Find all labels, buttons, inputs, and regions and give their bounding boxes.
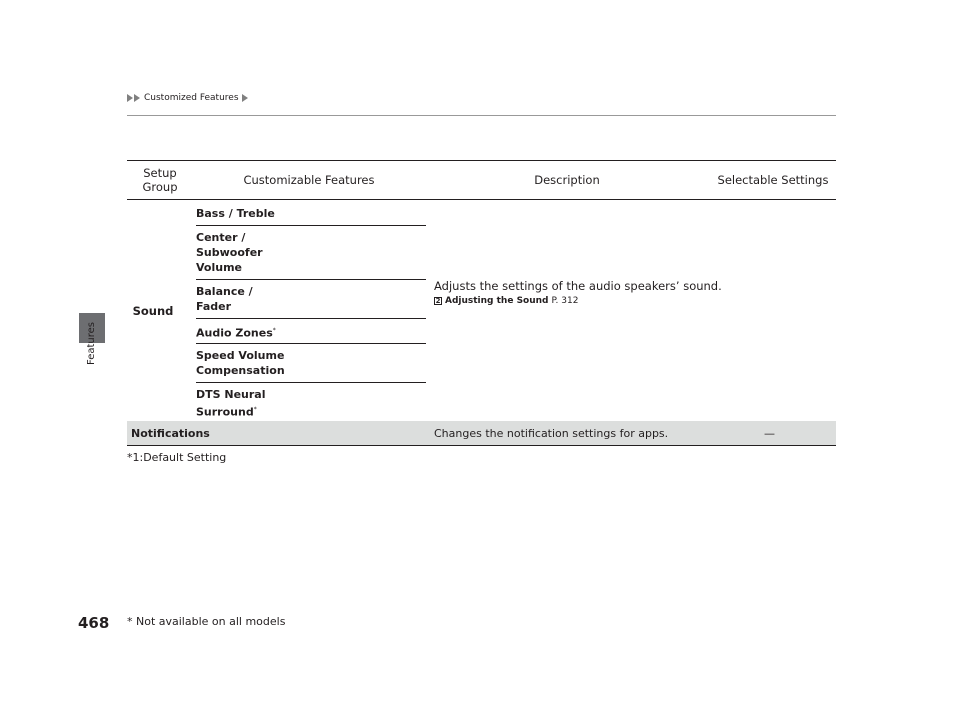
footnote-default-setting: *1:Default Setting: [127, 451, 227, 464]
row-divider: [196, 225, 426, 226]
notifications-row: [127, 421, 836, 446]
notifications-setting: —: [764, 426, 775, 440]
adjusting-sound-reference[interactable]: [434, 296, 578, 306]
row-divider: [196, 343, 426, 344]
feature-bass-treble: Bass / Treble: [196, 207, 275, 220]
feature-notifications: Notifications: [131, 426, 210, 440]
notifications-description: Changes the notification settings for apps.: [434, 426, 669, 440]
not-all-models-marker: *: [253, 406, 257, 413]
feature-speed-volume-compensation: Speed Volume Compensation: [196, 349, 285, 377]
header-setup-group: Setup Group: [142, 166, 178, 194]
not-all-models-marker: *: [272, 327, 276, 334]
reference-page: P. 312: [551, 296, 579, 306]
availability-note: * Not available on all models: [127, 615, 286, 628]
feature-balance-fader: Balance / Fader: [196, 285, 253, 313]
sound-description: Adjusts the settings of the audio speakers’ sound.: [434, 279, 722, 293]
side-section-label: Features: [86, 322, 97, 365]
header-description: Description: [534, 173, 600, 187]
reference-link-label[interactable]: Adjusting the Sound: [445, 296, 549, 306]
sound-group-block: [127, 200, 836, 421]
arrow-right-icon: [127, 94, 133, 102]
row-divider: [196, 279, 426, 280]
customization-table: [127, 160, 836, 446]
setup-group-sound: Sound: [132, 303, 174, 318]
header-selectable-settings: Selectable Settings: [717, 173, 829, 187]
breadcrumb: [127, 93, 248, 103]
feature-audio-zones: Audio Zones*: [196, 326, 276, 340]
row-divider: [196, 318, 426, 319]
page-number: 468: [78, 614, 110, 632]
feature-center-subwoofer-volume: Center / Subwoofer Volume: [196, 231, 263, 274]
arrow-right-icon: [134, 94, 140, 102]
arrow-right-icon: [242, 94, 248, 102]
header-customizable-features: Customizable Features: [243, 173, 375, 187]
feature-dts-neural-surround: DTS Neural Surround*: [196, 388, 266, 419]
reference-icon: 2: [435, 297, 441, 305]
header-rule: [127, 115, 836, 116]
row-divider: [196, 382, 426, 383]
table-header: [127, 160, 836, 200]
breadcrumb-link[interactable]: Customized Features: [144, 93, 239, 103]
